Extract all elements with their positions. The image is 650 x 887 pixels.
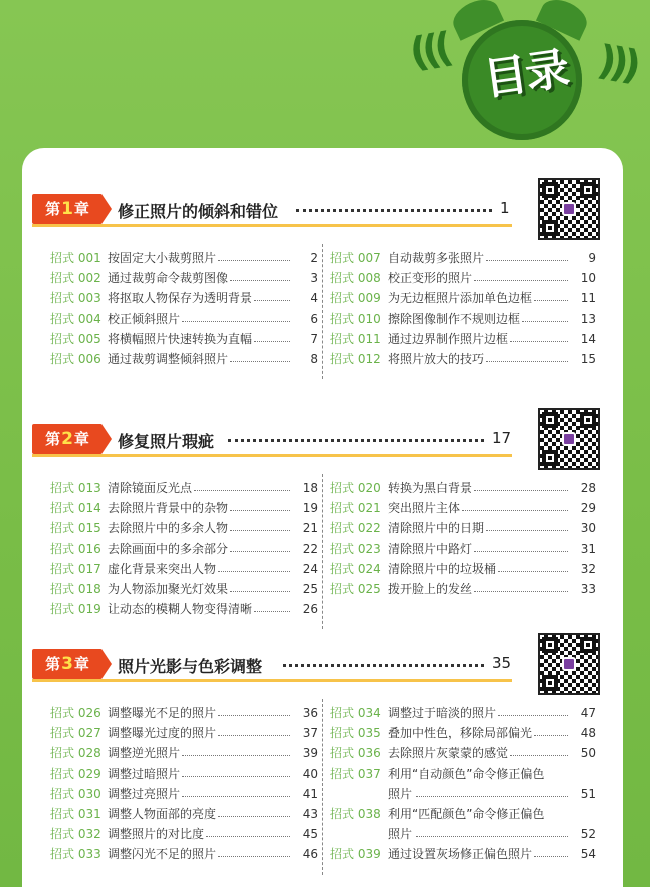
- entry-code: 招式 013: [50, 481, 101, 495]
- entry-code: 招式 008: [330, 271, 381, 286]
- entry-leader-dots: [230, 579, 290, 592]
- entry-code: 招式 027: [50, 726, 101, 741]
- qr-code-icon[interactable]: [538, 178, 600, 240]
- entry-page-number: 21: [302, 521, 318, 536]
- toc-entry[interactable]: [50, 329, 318, 349]
- chapter-number: 1: [61, 199, 73, 219]
- entry-page-number: 36: [302, 706, 318, 720]
- page-title: 目录: [480, 43, 571, 106]
- entry-leader-dots: [474, 579, 568, 592]
- entry-title: 自动裁剪多张照片: [388, 251, 485, 265]
- ring-wave-left-icon: (((: [406, 25, 451, 77]
- entry-title-continued: 照片: [388, 827, 413, 842]
- entry-title: 调整照片的对比度: [108, 827, 205, 842]
- entry-title: 让动态的模糊人物变得清晰: [108, 602, 253, 617]
- entry-code: 招式 031: [50, 807, 101, 821]
- entry-page-number: 28: [580, 481, 596, 495]
- chapter-leader-dots: [228, 432, 484, 442]
- entry-page-number: 37: [302, 726, 318, 741]
- entry-code: 招式 021: [330, 501, 381, 516]
- entry-title: 拨开脸上的发丝: [388, 582, 473, 596]
- entry-title: 利用“自动颜色”命令修正偏色: [388, 766, 545, 781]
- toc-entry[interactable]: [330, 478, 596, 498]
- entry-leader-dots: [218, 703, 290, 716]
- entry-code: 招式 029: [50, 766, 101, 781]
- entry-title: 将横幅照片快速转换为直幅: [108, 331, 253, 346]
- entry-page-number: 25: [302, 582, 318, 596]
- toc-entry[interactable]: [50, 559, 318, 579]
- chapter-title[interactable]: 照片光影与色彩调整: [118, 657, 263, 676]
- entry-page-number: 9: [588, 251, 596, 265]
- entry-leader-dots: [254, 599, 290, 612]
- toc-entry[interactable]: [330, 579, 596, 599]
- entry-code: 招式 034: [330, 706, 381, 720]
- entry-title: 调整人物面部的亮度: [108, 807, 217, 821]
- toc-entry[interactable]: [330, 743, 596, 763]
- toc-entry[interactable]: [330, 804, 596, 844]
- entry-title: 转换为黑白背景: [388, 481, 473, 495]
- entry-page-number: 33: [580, 582, 596, 596]
- toc-entry[interactable]: [330, 723, 596, 743]
- entry-page-number: 10: [580, 271, 596, 286]
- toc-entry[interactable]: [50, 349, 318, 369]
- entry-code: 招式 028: [50, 746, 101, 761]
- entry-title: 去除照片中的多余人物: [108, 521, 229, 536]
- entry-title: 去除照片灰蒙蒙的感觉: [388, 746, 509, 761]
- entry-page-number: 39: [302, 746, 318, 761]
- entry-code: 招式 007: [330, 251, 381, 265]
- toc-entry[interactable]: [330, 268, 596, 288]
- entry-code: 招式 038: [330, 807, 381, 821]
- entry-title: 校正倾斜照片: [108, 311, 181, 326]
- entry-page-number: 40: [302, 766, 318, 781]
- entry-page-number: 22: [302, 541, 318, 556]
- chapter-leader-dots: [296, 202, 492, 212]
- chapter-label: [32, 194, 102, 224]
- toc-entry[interactable]: [330, 288, 596, 308]
- chapter-page-number: 17: [492, 429, 512, 447]
- entry-code: 招式 012: [330, 352, 381, 366]
- entry-code: 招式 032: [50, 827, 101, 842]
- entry-leader-dots: [218, 248, 290, 261]
- entry-title: 通过边界制作照片边框: [388, 331, 509, 346]
- entry-title: 利用“匹配颜色”命令修正偏色: [388, 807, 545, 821]
- entry-title: 清除镜面反光点: [108, 481, 193, 495]
- entry-leader-dots: [182, 784, 290, 797]
- entry-title: 去除照片背景中的杂物: [108, 501, 229, 516]
- entry-leader-dots: [218, 723, 290, 736]
- entry-page-number: 15: [580, 352, 596, 366]
- entry-page-number: 47: [580, 706, 596, 720]
- entry-leader-dots: [230, 498, 290, 511]
- chapter-page-number: 35: [492, 654, 512, 672]
- entry-code: 招式 006: [50, 352, 101, 366]
- entry-leader-dots: [462, 498, 568, 511]
- chapter-label-suffix: 章: [73, 200, 89, 218]
- chapter-number: 2: [61, 429, 73, 449]
- entry-title: 清除照片中路灯: [388, 541, 473, 556]
- entry-leader-dots: [182, 309, 290, 322]
- entry-leader-dots: [230, 349, 290, 362]
- entry-leader-dots: [510, 743, 568, 756]
- entry-title: 调整闪光不足的照片: [108, 847, 217, 862]
- toc-entry[interactable]: [330, 559, 596, 579]
- entry-page-number: 52: [580, 827, 596, 842]
- entry-leader-dots: [534, 723, 568, 736]
- toc-entry[interactable]: [330, 329, 596, 349]
- entry-title: 调整曝光过度的照片: [108, 726, 217, 741]
- entry-leader-dots: [498, 703, 568, 716]
- entry-leader-dots: [522, 309, 568, 322]
- toc-entry[interactable]: [330, 248, 596, 268]
- entry-leader-dots: [206, 824, 290, 837]
- ring-wave-right-icon: ))): [594, 37, 639, 89]
- entry-leader-dots: [510, 329, 568, 342]
- entry-leader-dots: [182, 764, 290, 777]
- toc-entry[interactable]: [50, 518, 318, 538]
- entry-title: 按固定大小裁剪照片: [108, 251, 217, 265]
- toc-entry[interactable]: [50, 539, 318, 559]
- entry-leader-dots: [230, 539, 290, 552]
- entry-leader-dots: [486, 349, 568, 362]
- entry-code: 招式 016: [50, 541, 101, 556]
- entry-page-number: 45: [302, 827, 318, 842]
- entry-code: 招式 036: [330, 746, 381, 761]
- chapter-page-number: 1: [500, 199, 510, 217]
- toc-entry[interactable]: [50, 844, 318, 864]
- entry-page-number: 4: [310, 291, 318, 306]
- entry-page-number: 48: [580, 726, 596, 741]
- entry-code: 招式 015: [50, 521, 101, 536]
- entry-code: 招式 011: [330, 331, 381, 346]
- column-divider: [322, 699, 323, 875]
- entry-leader-dots: [486, 518, 568, 531]
- chapter-label: [32, 424, 102, 454]
- entry-page-number: 30: [580, 521, 596, 536]
- entry-code: 招式 009: [330, 291, 381, 306]
- toc-card: [22, 148, 623, 887]
- entry-page-number: 18: [302, 481, 318, 495]
- toc-entry[interactable]: [50, 579, 318, 599]
- entry-title: 为无边框照片添加单色边框: [388, 291, 533, 306]
- chapter-underline: [32, 454, 512, 457]
- toc-entry[interactable]: [330, 703, 596, 723]
- chapter-label-prefix: 第: [45, 655, 61, 673]
- toc-entry[interactable]: [50, 478, 318, 498]
- entry-code: 招式 022: [330, 521, 381, 536]
- entry-title: 通过裁剪调整倾斜照片: [108, 352, 229, 366]
- entry-title: 调整逆光照片: [108, 746, 181, 761]
- entry-title: 调整过亮照片: [108, 786, 181, 801]
- entry-code: 招式 026: [50, 706, 101, 720]
- entry-page-number: 13: [580, 311, 596, 326]
- entry-title: 调整曝光不足的照片: [108, 706, 217, 720]
- entry-code: 招式 037: [330, 766, 381, 781]
- qr-code-icon[interactable]: [538, 408, 600, 470]
- entry-code: 招式 030: [50, 786, 101, 801]
- entry-leader-dots: [498, 559, 568, 572]
- entry-title: 虚化背景来突出人物: [108, 561, 217, 576]
- entry-title: 调整过暗照片: [108, 766, 181, 781]
- entry-code: 招式 024: [330, 561, 381, 576]
- entry-page-number: 51: [580, 786, 596, 801]
- entry-leader-dots: [416, 824, 568, 837]
- entry-leader-dots: [474, 478, 568, 491]
- entry-code: 招式 020: [330, 481, 381, 495]
- entry-code: 招式 003: [50, 291, 101, 306]
- entry-page-number: 2: [310, 251, 318, 265]
- entry-title: 通过设置灰场修正偏色照片: [388, 847, 533, 862]
- chapter-underline: [32, 224, 512, 227]
- entry-title: 为人物添加聚光灯效果: [108, 582, 229, 596]
- entry-code: 招式 014: [50, 501, 101, 516]
- entry-code: 招式 025: [330, 582, 381, 596]
- chapter-label-suffix: 章: [73, 430, 89, 448]
- entry-code: 招式 004: [50, 311, 101, 326]
- entry-code: 招式 039: [330, 847, 381, 862]
- entry-page-number: 24: [302, 561, 318, 576]
- entry-page-number: 32: [580, 561, 596, 576]
- entry-leader-dots: [218, 844, 290, 857]
- toc-entry[interactable]: [330, 844, 596, 864]
- entry-page-number: 3: [310, 271, 318, 286]
- toc-entry[interactable]: [50, 784, 318, 804]
- entry-leader-dots: [416, 784, 568, 797]
- entry-page-number: 41: [302, 786, 318, 801]
- entry-leader-dots: [474, 268, 568, 281]
- entry-leader-dots: [254, 288, 290, 301]
- entry-leader-dots: [254, 329, 290, 342]
- toc-entry[interactable]: [50, 498, 318, 518]
- toc-entry[interactable]: [330, 349, 596, 369]
- toc-entry[interactable]: [330, 498, 596, 518]
- entry-title: 校正变形的照片: [388, 271, 473, 286]
- toc-entry[interactable]: [330, 309, 596, 329]
- toc-entry[interactable]: [50, 309, 318, 329]
- toc-entry[interactable]: [50, 288, 318, 308]
- chapter-leader-dots: [283, 657, 484, 667]
- entry-leader-dots: [218, 804, 290, 817]
- toc-entry[interactable]: [330, 518, 596, 538]
- entry-page-number: 14: [580, 331, 596, 346]
- chapter-label-prefix: 第: [45, 430, 61, 448]
- qr-code-icon[interactable]: [538, 633, 600, 695]
- entry-code: 招式 035: [330, 726, 381, 741]
- toc-entry[interactable]: [50, 599, 318, 619]
- entry-code: 招式 002: [50, 271, 101, 286]
- entry-code: 招式 023: [330, 541, 381, 556]
- alarm-clock-illustration: [400, 0, 650, 160]
- entry-leader-dots: [230, 268, 290, 281]
- entry-title: 去除画面中的多余部分: [108, 541, 229, 556]
- entry-page-number: 50: [580, 746, 596, 761]
- entry-title: 将照片放大的技巧: [388, 352, 485, 366]
- toc-entry[interactable]: [50, 703, 318, 723]
- toc-entry[interactable]: [50, 804, 318, 824]
- entry-title: 清除照片中的日期: [388, 521, 485, 536]
- column-divider: [322, 244, 323, 379]
- entry-page-number: 43: [302, 807, 318, 821]
- entry-leader-dots: [194, 478, 290, 491]
- entry-leader-dots: [486, 248, 568, 261]
- toc-entry[interactable]: [50, 764, 318, 784]
- entry-page-number: 46: [302, 847, 318, 862]
- entry-page-number: 19: [302, 501, 318, 516]
- toc-entry[interactable]: [50, 723, 318, 743]
- entry-leader-dots: [534, 844, 568, 857]
- chapter-label-suffix: 章: [73, 655, 89, 673]
- entry-leader-dots: [534, 288, 568, 301]
- entry-title: 清除照片中的垃圾桶: [388, 561, 497, 576]
- entry-title: 突出照片主体: [388, 501, 461, 516]
- entry-title: 通过裁剪命令裁剪图像: [108, 271, 229, 286]
- entry-page-number: 26: [302, 602, 318, 617]
- entry-code: 招式 018: [50, 582, 101, 596]
- toc-entry[interactable]: [330, 764, 596, 804]
- entry-title-continued: 照片: [388, 786, 413, 801]
- entry-code: 招式 001: [50, 251, 101, 265]
- entry-code: 招式 033: [50, 847, 101, 862]
- entry-page-number: 54: [580, 847, 596, 862]
- entry-page-number: 11: [580, 291, 596, 306]
- entry-title: 叠加中性色，移除局部偏光: [388, 726, 533, 741]
- entry-page-number: 8: [310, 352, 318, 366]
- chapter-label-prefix: 第: [45, 200, 61, 218]
- entry-page-number: 6: [310, 311, 318, 326]
- chapter-number: 3: [61, 654, 73, 674]
- entry-code: 招式 017: [50, 561, 101, 576]
- chapter-label: [32, 649, 102, 679]
- entry-leader-dots: [182, 743, 290, 756]
- entry-leader-dots: [474, 539, 568, 552]
- entry-title: 擦除图像制作不规则边框: [388, 311, 521, 326]
- entry-page-number: 29: [580, 501, 596, 516]
- entry-title: 将抠取人物保存为透明背景: [108, 291, 253, 306]
- entry-code: 招式 019: [50, 602, 101, 617]
- chapter-title[interactable]: 修复照片瑕疵: [118, 432, 215, 451]
- entry-leader-dots: [230, 518, 290, 531]
- chapter-underline: [32, 679, 512, 682]
- entry-page-number: 7: [310, 331, 318, 346]
- entry-code: 招式 005: [50, 331, 101, 346]
- entry-leader-dots: [218, 559, 290, 572]
- toc-entry[interactable]: [50, 248, 318, 268]
- entry-code: 招式 010: [330, 311, 381, 326]
- entry-page-number: 31: [580, 541, 596, 556]
- entry-title: 调整过于暗淡的照片: [388, 706, 497, 720]
- column-divider: [322, 474, 323, 629]
- chapter-title[interactable]: 修正照片的倾斜和错位: [118, 202, 279, 221]
- toc-entry[interactable]: [50, 824, 318, 844]
- toc-entry[interactable]: [330, 539, 596, 559]
- toc-entry[interactable]: [50, 743, 318, 763]
- toc-entry[interactable]: [50, 268, 318, 288]
